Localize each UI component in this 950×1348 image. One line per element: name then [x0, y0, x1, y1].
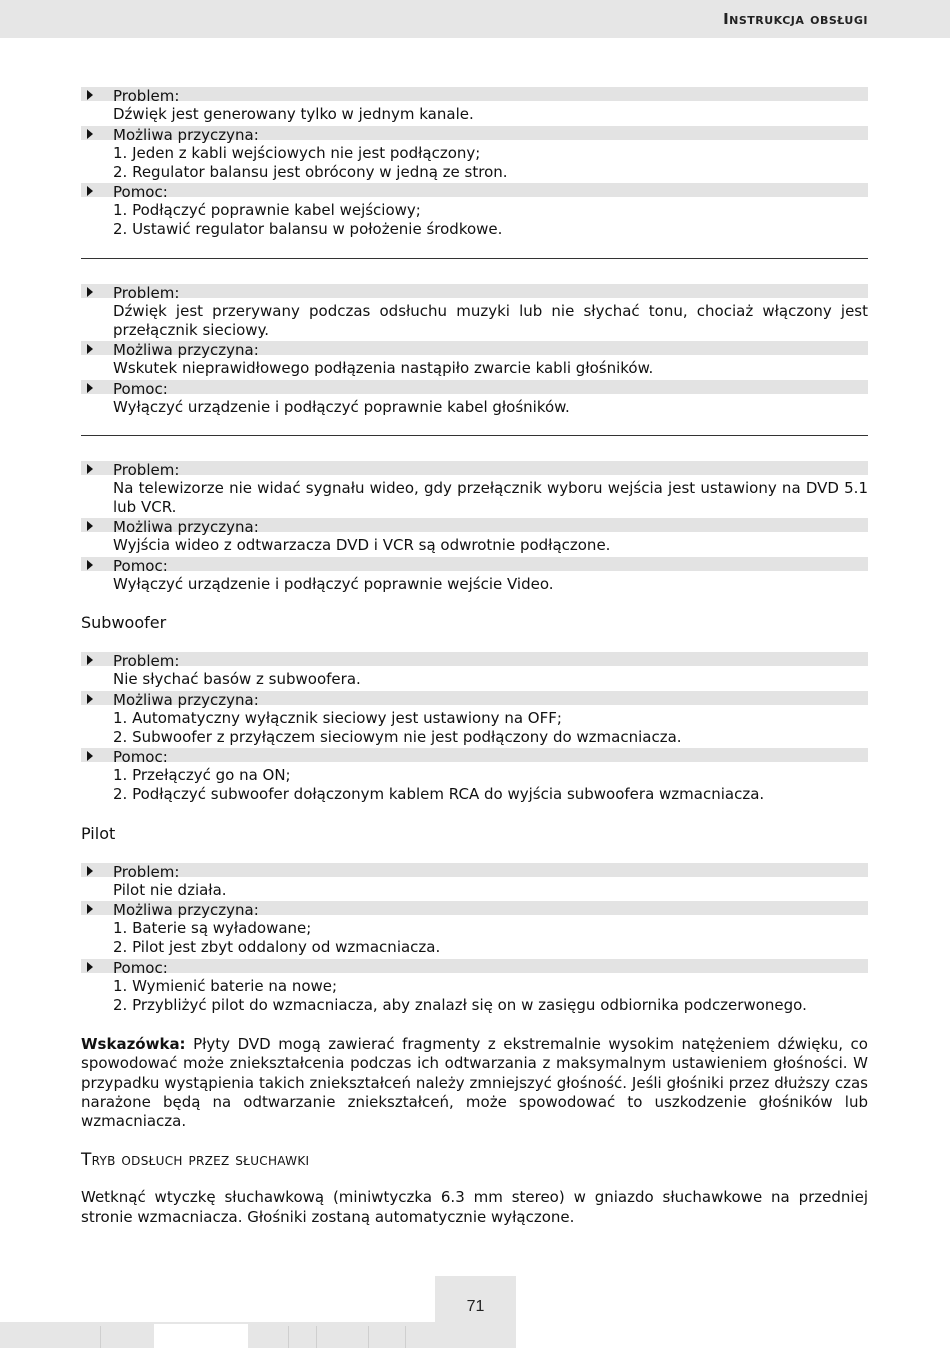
cause-label: Możliwa przyczyna:: [113, 518, 259, 537]
arrow-right-icon: [87, 694, 93, 704]
note-text: Płyty DVD mogą zawierać fragmenty z ekstremalnie wysokim natężeniem dźwięku, co spowodować może zniekształcenia podczas ich odtwarzania z maksymalnym ustawieniem głośności. W przypadku wystąpienia takich zniekształceń należy zmniejszyć głośność. Jeśli głośniki przez dłuższy czas narażone będą na odtwarzanie zniekształceń, może spowodować to uszkodzenie głośników lub wzmacniacza.: [81, 1035, 868, 1130]
troubleshoot-block: [81, 461, 868, 594]
troubleshoot-block: [81, 87, 868, 239]
arrow-right-icon: [87, 186, 93, 196]
footer-divider: [368, 1326, 369, 1348]
help-label: Pomoc:: [113, 379, 168, 398]
cause-text: 1. Baterie są wyładowane;: [113, 919, 312, 938]
problem-text: Pilot nie działa.: [113, 880, 227, 899]
troubleshoot-block: [81, 863, 868, 1015]
arrow-right-icon: [87, 129, 93, 139]
arrow-right-icon: [87, 521, 93, 531]
footer-divider: [100, 1326, 101, 1348]
note-label: Wskazówka:: [81, 1035, 186, 1054]
problem-text: Nie słychać basów z subwoofera.: [113, 670, 361, 689]
problem-bar: [81, 87, 868, 106]
arrow-right-icon: [87, 751, 93, 761]
cause-label: Możliwa przyczyna:: [113, 341, 259, 360]
note-paragraph: [81, 1035, 868, 1131]
footer-gap: [154, 1324, 248, 1348]
help-bar: [81, 183, 868, 202]
help-text: 1. Podłączyć poprawnie kabel wejściowy;: [113, 201, 421, 220]
cause-text: Wskutek nieprawidłowego podłązenia nastąpiło zwarcie kabli głośników.: [113, 359, 654, 378]
help-bar: [81, 556, 868, 575]
troubleshoot-block: [81, 652, 868, 804]
problem-text: Na telewizorze nie widać sygnału wideo, gdy przełącznik wyboru wejścia jest ustawiony na DVD 5.1 lub VCR.: [113, 478, 868, 516]
page-number: 71: [466, 1298, 485, 1315]
cause-bar: [81, 518, 868, 537]
problem-bar: [81, 652, 868, 671]
help-bar: [81, 958, 868, 977]
help-text: 1. Wymienić baterie na nowe;: [113, 976, 338, 995]
problem-label: Problem:: [113, 862, 180, 881]
footer-divider: [405, 1326, 406, 1348]
help-bar: [81, 379, 868, 398]
headphones-paragraph: Wetknąć wtyczkę słuchawkową (miniwtyczka 6.3 mm stereo) w gniazdo słuchawkowe na przedniej stronie wzmacniacza. Głośniki zostaną automatycznie wyłączone.: [81, 1188, 868, 1226]
cause-text: 2. Pilot jest zbyt oddalony od wzmacniacza.: [113, 938, 441, 957]
cause-text: 2. Subwoofer z przyłączem sieciowym nie jest podłączony do wzmacniacza.: [113, 727, 682, 746]
problem-bar: [81, 862, 868, 881]
header-title: Instrukcja obsługi: [723, 10, 868, 28]
footer-divider: [288, 1326, 289, 1348]
cause-text: Wyjścia wideo z odtwarzacza DVD i VCR są odwrotnie podłączone.: [113, 536, 611, 555]
arrow-right-icon: [87, 464, 93, 474]
troubleshoot-block: [81, 284, 868, 417]
cause-bar: [81, 690, 868, 709]
help-text: 1. Przełączyć go na ON;: [113, 766, 291, 785]
cause-text: 2. Regulator balansu jest obrócony w jedną ze stron.: [113, 162, 508, 181]
help-label: Pomoc:: [113, 556, 168, 575]
cause-label: Możliwa przyczyna:: [113, 901, 259, 920]
problem-text: Dźwięk jest generowany tylko w jednym kanale.: [113, 105, 474, 124]
help-text: 2. Przybliżyć pilot do wzmacniacza, aby znalazł się on w zasięgu odbiornika podczerwonego.: [113, 995, 807, 1014]
page-header: [0, 0, 950, 38]
problem-label: Problem:: [113, 87, 180, 106]
problem-text: Dźwięk jest przerywany podczas odsłuchu muzyki lub nie słychać tonu, chociaż włączony jest przełącznik sieciowy.: [113, 301, 868, 339]
section-title-headphones: Tryb odsłuch przez słuchawki: [81, 1150, 310, 1171]
arrow-right-icon: [87, 344, 93, 354]
help-text: Wyłączyć urządzenie i podłączyć poprawnie kabel głośników.: [113, 397, 570, 416]
cause-text: 1. Automatyczny wyłącznik sieciowy jest ustawiony na OFF;: [113, 708, 562, 727]
cause-label: Możliwa przyczyna:: [113, 125, 259, 144]
arrow-right-icon: [87, 904, 93, 914]
page-number-box: [435, 1276, 516, 1348]
help-text: 2. Ustawić regulator balansu w położenie środkowe.: [113, 220, 503, 239]
arrow-right-icon: [87, 962, 93, 972]
help-label: Pomoc:: [113, 958, 168, 977]
divider: [81, 435, 868, 436]
help-bar: [81, 748, 868, 767]
cause-bar: [81, 341, 868, 360]
help-label: Pomoc:: [113, 748, 168, 767]
section-title-pilot: Pilot: [81, 823, 116, 843]
problem-bar: [81, 283, 868, 302]
arrow-right-icon: [87, 655, 93, 665]
cause-text: 1. Jeden z kabli wejściowych nie jest podłączony;: [113, 143, 481, 162]
cause-bar: [81, 901, 868, 920]
help-label: Pomoc:: [113, 183, 168, 202]
arrow-right-icon: [87, 383, 93, 393]
problem-label: Problem:: [113, 652, 180, 671]
help-text: 2. Podłączyć subwoofer dołączonym kablem RCA do wyjścia subwoofera wzmacniacza.: [113, 785, 765, 804]
problem-label: Problem:: [113, 460, 180, 479]
help-text: Wyłączyć urządzenie i podłączyć poprawnie wejście Video.: [113, 574, 554, 593]
divider: [81, 258, 868, 259]
arrow-right-icon: [87, 90, 93, 100]
section-title-subwoofer: Subwoofer: [81, 612, 167, 632]
arrow-right-icon: [87, 866, 93, 876]
cause-bar: [81, 125, 868, 144]
problem-label: Problem:: [113, 283, 180, 302]
problem-bar: [81, 460, 868, 479]
footer-divider: [316, 1326, 317, 1348]
arrow-right-icon: [87, 287, 93, 297]
arrow-right-icon: [87, 560, 93, 570]
content: [81, 86, 868, 1227]
cause-label: Możliwa przyczyna:: [113, 690, 259, 709]
